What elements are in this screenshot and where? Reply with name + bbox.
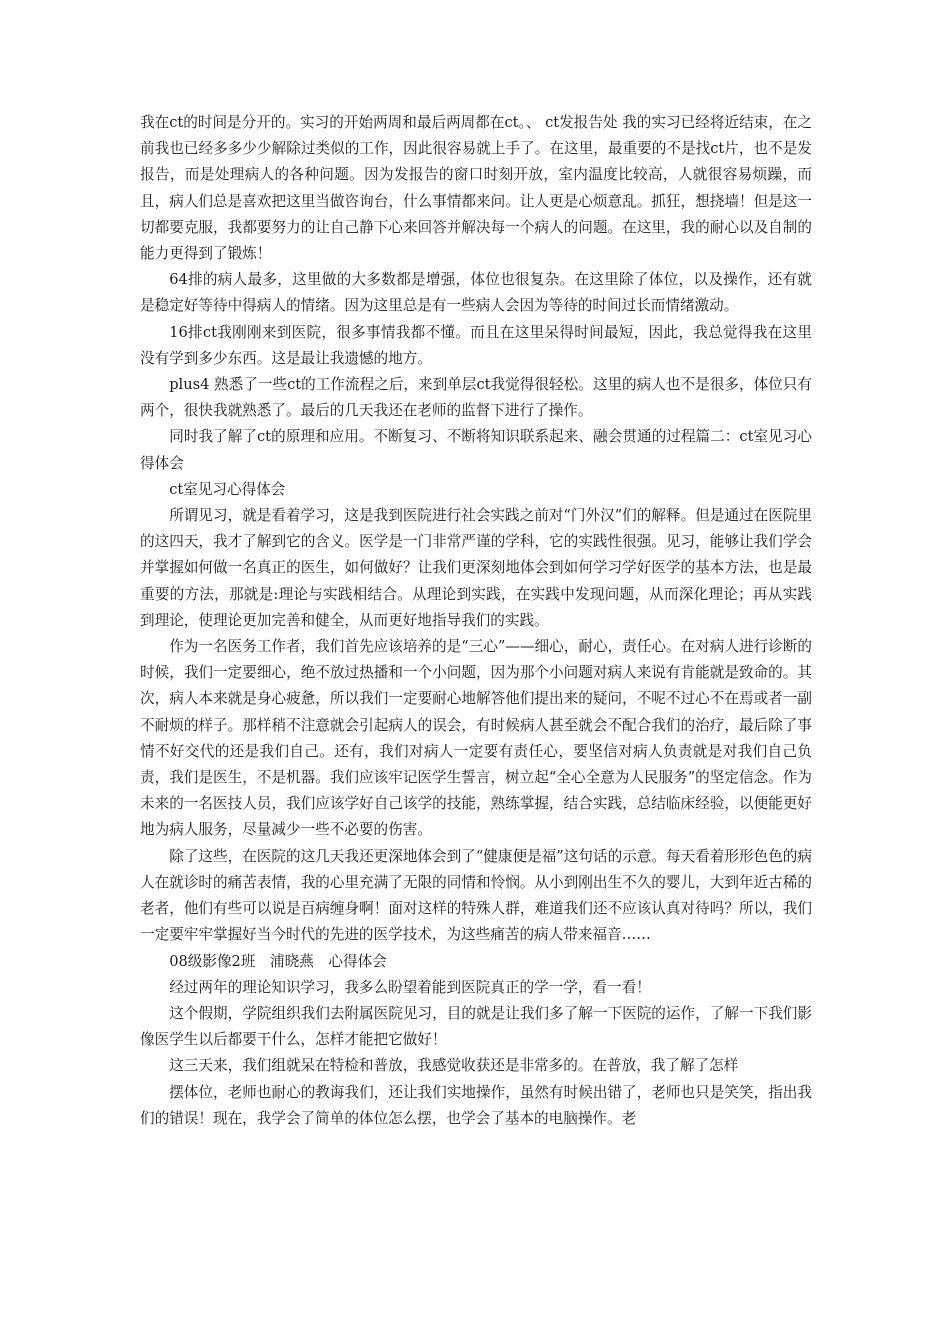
paragraph: 这个假期，学院组织我们去附属医院见习，目的就是让我们多了解一下医院的运作，了解一下我们影像医学生以后都要干什么，怎样才能把它做好！ — [140, 1004, 812, 1049]
paragraph: 经过两年的理论知识学习，我多么盼望着能到医院真正的学一学，看一看！ — [169, 978, 651, 996]
paragraph: 摆体位，老师也耐心的教诲我们，还让我们实地操作，虽然有时候出错了，老师也只是笑笑，指出我们的错误！现在，我学会了简单的体位怎么摆，也学会了基本的电脑操作。老 — [140, 1083, 812, 1127]
paragraph: plus4 熟悉了一些ct的工作流程之后，来到单层ct我觉得很轻松。这里的病人也不是很多，体位只有两个，很快我就熟悉了。最后的几天我还在老师的监督下进行了操作。 — [140, 376, 812, 420]
paragraph: 同时我了解了ct的原理和应用。不断复习、不断将知识联系起来、融会贯通的过程篇二：ct室见习心得体会 — [140, 428, 812, 472]
document-body — [140, 110, 812, 1132]
paragraph: 作为一名医务工作者，我们首先应该培养的是“三心”——细心，耐心，责任心。在对病人进行诊断的时候，我们一定要细心，绝不放过热播和一个小问题，因为那个小问题对病人来说有肯能就是致命的。其次，病人本来就是身心疲惫，所以我们一定要耐心地解答他们提出来的疑问，不呢不过心不在焉或者一副不耐烦的样子。那样稍不注意就会引起病人的误会，有时候病人甚至就会不配合我们的治疗，最后除了事情不好交代的还是我们自己。还有，我们对病人一定要有责任心，要坚信对病人负责就是对我们自己负责，我们是医生，不是机器。我们应该牢记医学生誓言，树立起“全心全意为人民服务”的坚定信念。作为未来的一名医技人员，我们应该学好自己该学的技能，熟练掌握，结合实践，总结临床经验，以便能更好地为病人服务，尽量减少一些不必要的伤害。 — [140, 638, 812, 839]
paragraph: 64排的病人最多，这里做的大多数都是增强，体位也很复杂。在这里除了体位，以及操作，还有就是稳定好等待中得病人的情绪。因为这里总是有一些病人会因为等待的时间过长而情绪激动。 — [140, 271, 812, 315]
paragraph: 所谓见习，就是看着学习，这是我到医院进行社会实践之前对“门外汉”们的解释。但是通过在医院里的这四天，我才了解到它的含义。医学是一门非常严谨的学科，它的实践性很强。见习，能够让我们学会并掌握如何做一名真正的医生，如何做好？让我们更深刻地体会到如何学习学好医学的基本方法，也是最重要的方法，那就是:理论与实践相结合。从理论到实践，在实践中发现问题，从而深化理论；再从实践到理论，使理论更加完善和健全，从而更好地指导我们的实践。 — [140, 507, 812, 629]
section-heading: 08级影像2班 浦晓燕 心得体会 — [169, 952, 387, 970]
paragraph: 16排ct我刚刚来到医院，很多事情我都不懂。而且在这里呆得时间最短，因此，我总觉得我在这里没有学到多少东西。这是最让我遗憾的地方。 — [140, 323, 812, 367]
paragraph: 我在ct的时间是分开的。实习的开始两周和最后两周都在ct。、 ct发报告处 我的实习已经将近结束，在之前我也已经多多少少解除过类似的工作，因此很容易就上手了。在这里，最重要的不是找ct片，也不是发报告，而是处理病人的各种问题。因为发报告的窗口时刻开放，室内温度比较高，人就很容易烦躁，而且，病人们总是喜欢把这里当做咨询台，什么事情都来问。让人更是心烦意乱。抓狂，想挠墙！但是这一切都要克服，我都要努力的让自己静下心来回答并解决每一个病人的问题。在这里，我的耐心以及自制的能力更得到了锻炼！ — [140, 114, 812, 263]
paragraph: 这三天来，我们组就呆在特检和普放，我感觉收获还是非常多的。在普放，我了解了怎样 — [169, 1057, 739, 1075]
paragraph: 除了这些，在医院的这几天我还更深地体会到了“健康便是福”这句话的示意。每天看着形形色色的病人在就诊时的痛苦表情，我的心里充满了无限的同情和怜悯。从小到刚出生不久的婴儿，大到年近古稀的老者，他们有些可以说是百病缠身啊！面对这样的特殊人群，难道我们还不应该认真对待吗？所以，我们一定要牢牢掌握好当今时代的先进的医学技术，为这些痛苦的病人带来福音…… — [140, 847, 812, 944]
section-heading: ct室见习心得体会 — [169, 480, 286, 498]
